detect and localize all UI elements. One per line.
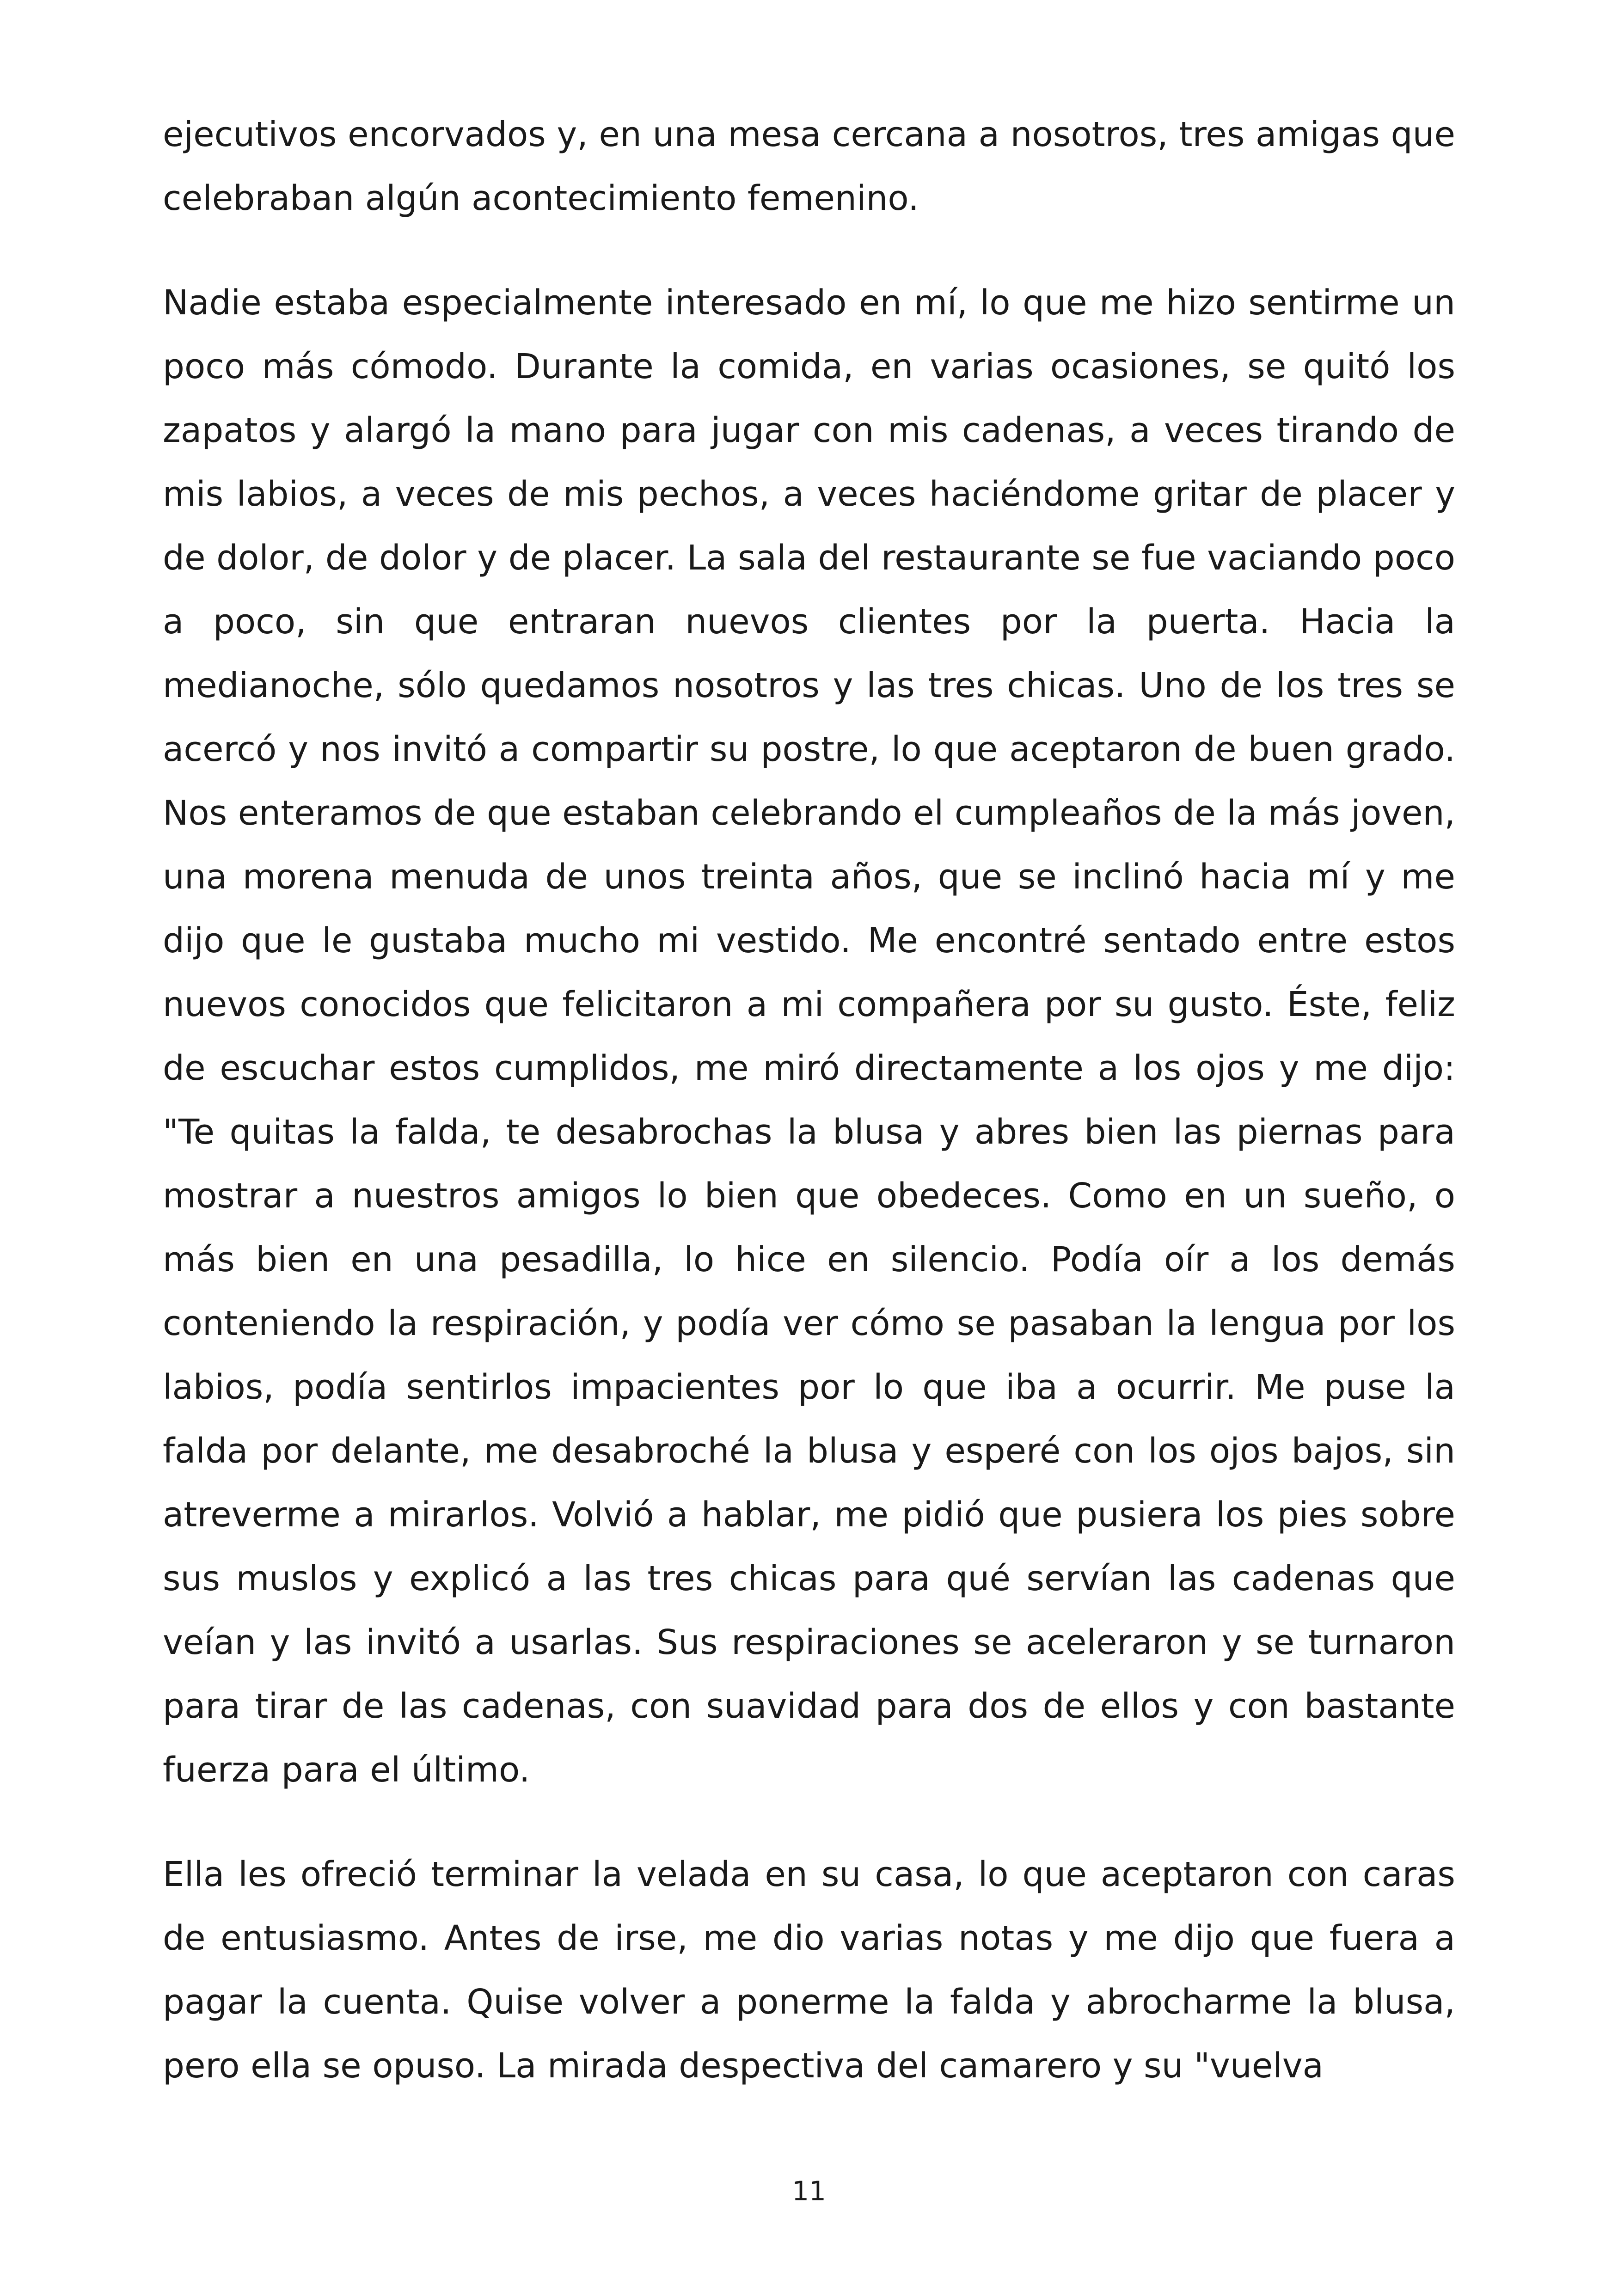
paragraph-2: Nadie estaba especialmente interesado en mí, lo que me hizo sentirme un poco más cómodo. Durante la comida, en varias ocasiones, se quitó los zapatos y alargó la mano para jugar con mis cadenas, a veces tirando de mis labios, a veces de mis pechos, a veces haciéndome gritar de placer y de dolor, de dolor y de placer. La sala del restaurante se fue vaciando poco a poco, sin que entraran nuevos clientes por la puerta. Hacia la medianoche, sólo quedamos nosotros y las tres chicas. Uno de los tres se acercó y nos invitó a compartir su postre, lo que aceptaron de buen grado. Nos enteramos de que estaban celebrando el cumpleaños de la más joven, una morena menuda de unos treinta años, que se inclinó hacia mí y me dijo que le gustaba mucho mi vestido. Me encontré sentado entre estos nuevos conocidos que felicitaron a mi compañera por su gusto. Éste, feliz de escuchar estos cumplidos, me miró directamente a los ojos y me dijo: "Te quitas la falda, te desabrochas la blusa y abres bien las piernas para mostrar a nuestros amigos lo bien que obedeces. Como en un sueño, o más bien en una pesadilla, lo hice en silencio. Podía oír a los demás conteniendo la respiración, y podía ver cómo se pasaban la lengua por los labios, podía sentirlos impacientes por lo que iba a ocurrir. Me puse la falda por delante, me desabroché la blusa y esperé con los ojos bajos, sin atreverme a mirarlos. Volvió a hablar, me pidió que pusiera los pies sobre sus muslos y explicó a las tres chicas para qué servían las cadenas que veían y las invitó a usarlas. Sus respiraciones se aceleraron y se turnaron para tirar de las cadenas, con suavidad para dos de ellos y con bastante fuerza para el último. <box>163 283 1455 1790</box>
body-text <box>163 103 1455 2138</box>
paragraph-1: ejecutivos encorvados y, en una mesa cercana a nosotros, tres amigas que celebraban algún acontecimiento femenino. <box>163 115 1455 218</box>
paragraph-3: Ella les ofreció terminar la velada en su casa, lo que aceptaron con caras de entusiasmo. Antes de irse, me dio varias notas y me dijo que fuera a pagar la cuenta. Quise volver a ponerme la falda y abrocharme la blusa, pero ella se opuso. La mirada despectiva del camarero y su "vuelva <box>163 1855 1455 2086</box>
page-number: 11 <box>792 2175 826 2207</box>
